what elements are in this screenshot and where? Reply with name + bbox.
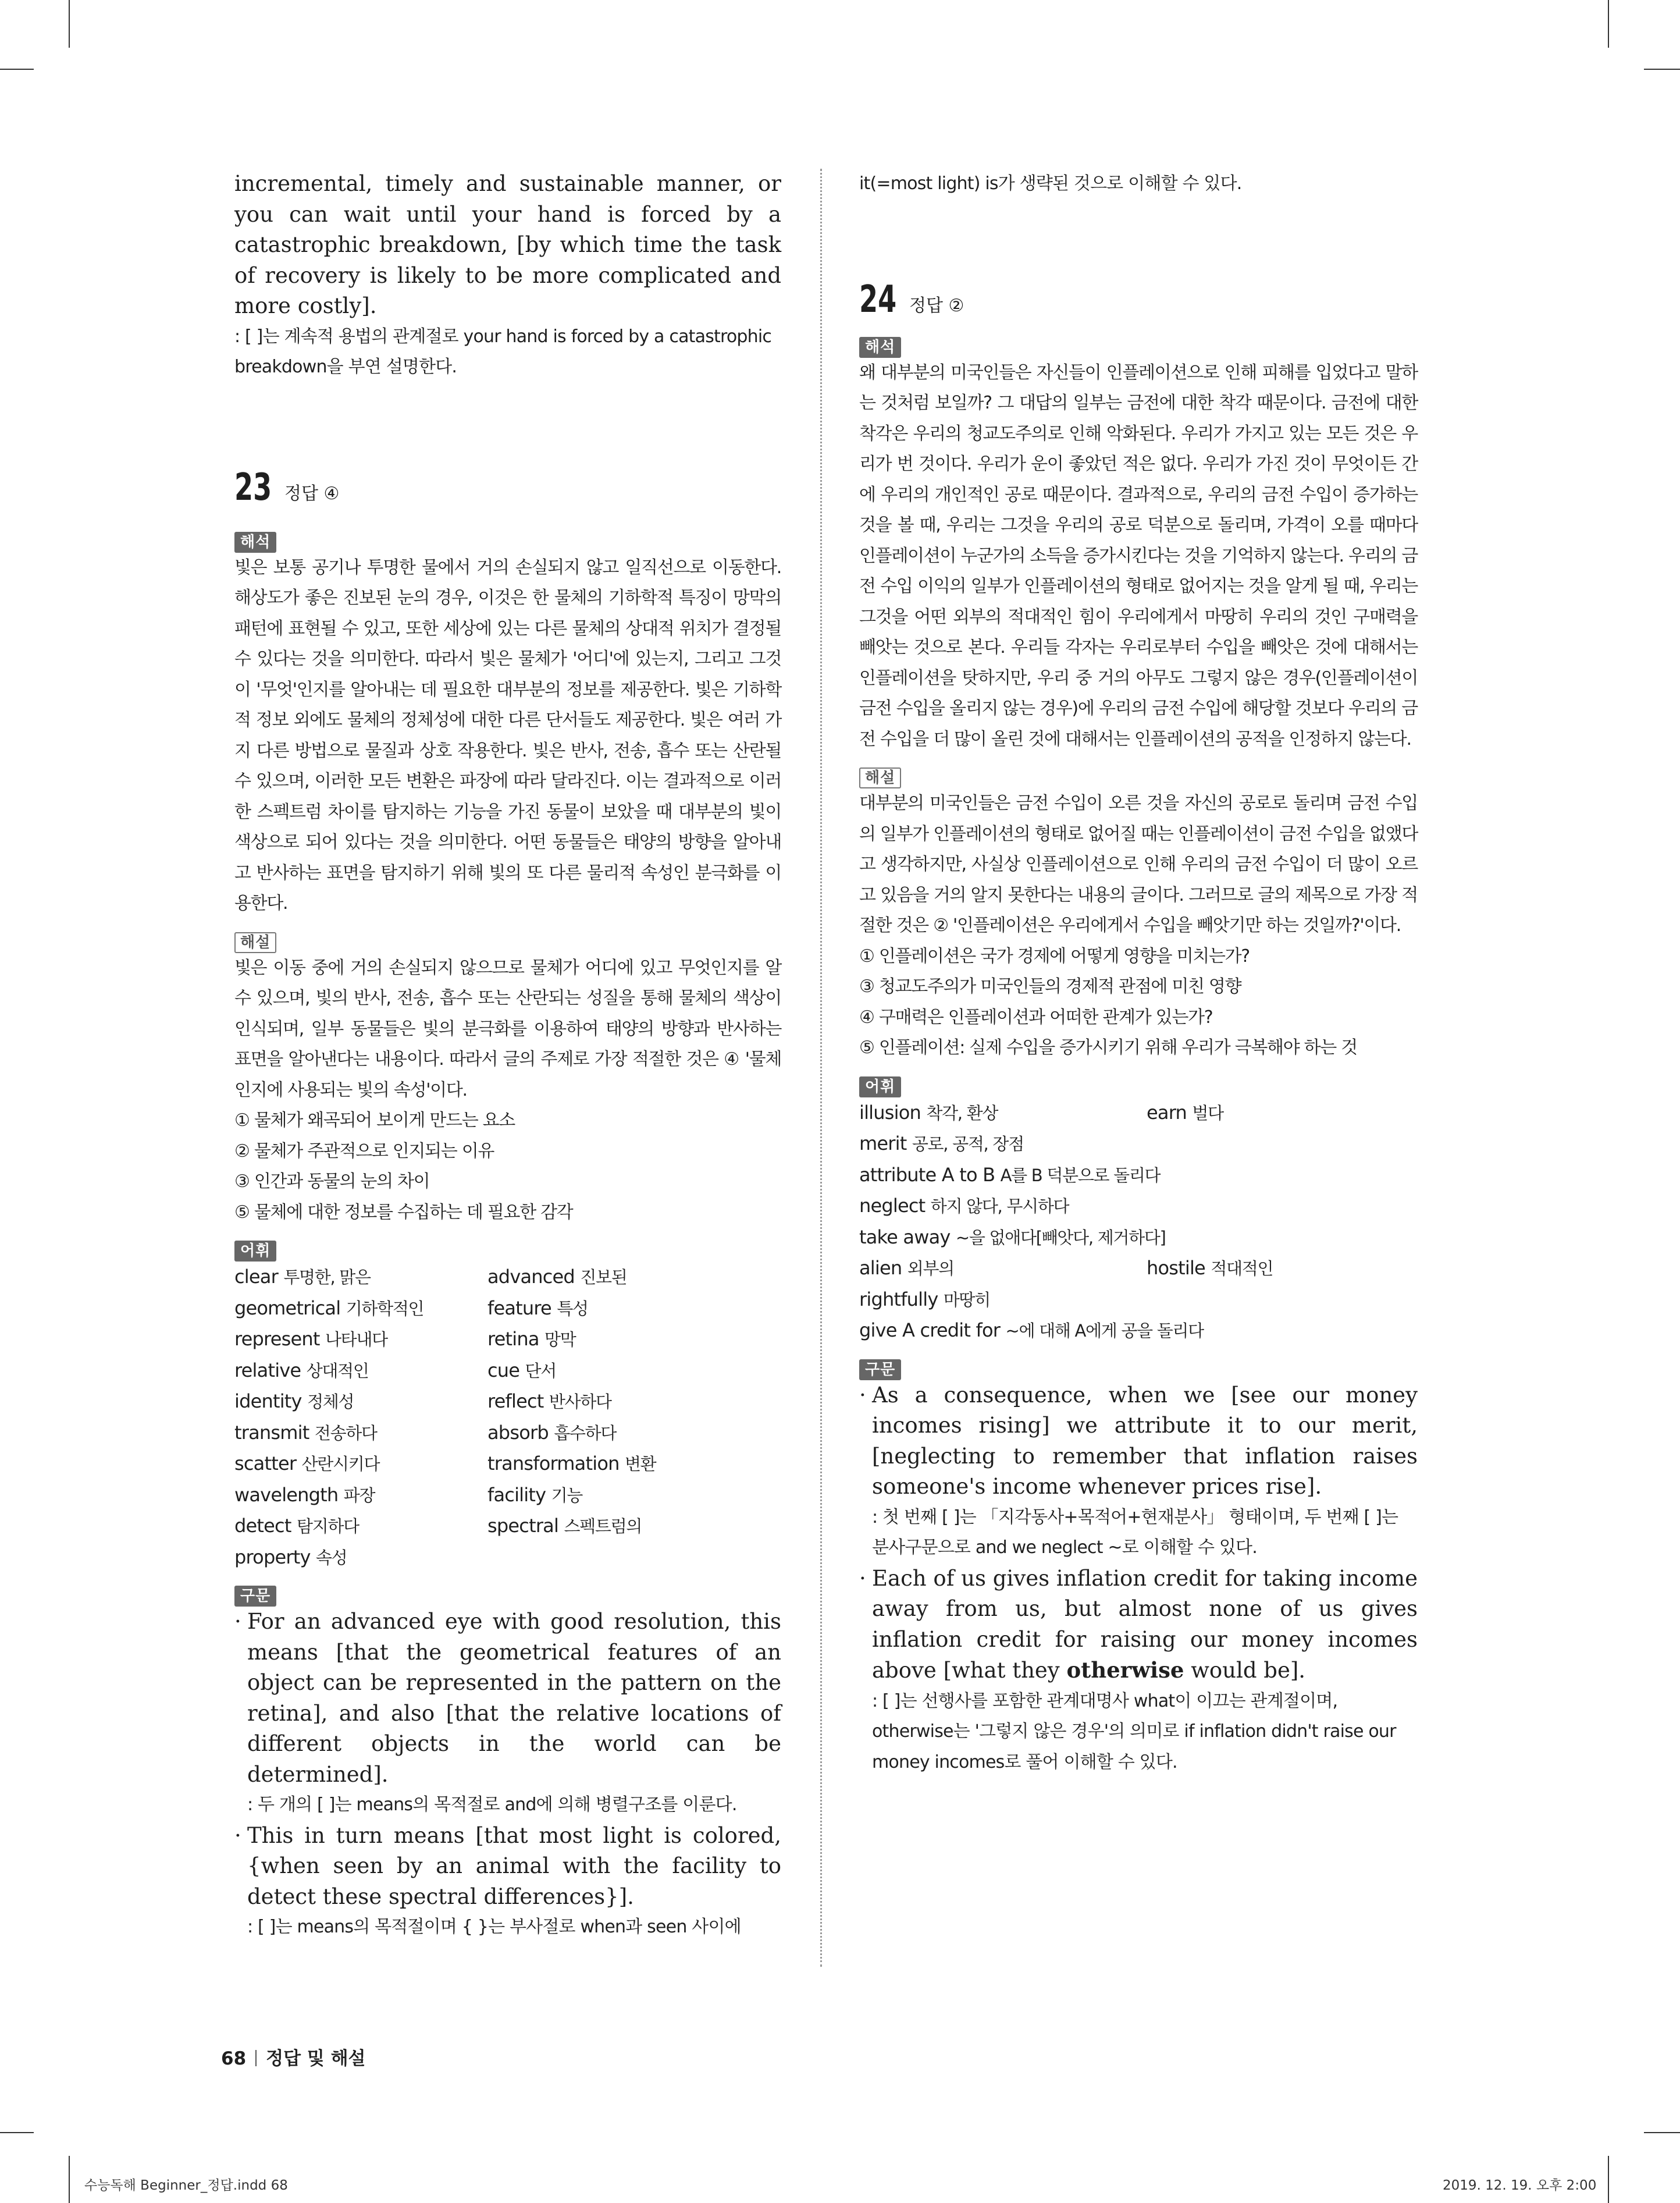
syntax-item	[859, 1564, 1418, 1778]
vocab-item: represent 나타내다	[234, 1328, 387, 1350]
vocab-item: give A credit for ~에 대해 A에게 공을 돌리다	[859, 1319, 1204, 1341]
explanation-text: 대부분의 미국인들은 금전 수입이 오른 것을 자신의 공로로 돌리며 금전 수입의 일부가 인플레이션의 형태로 없어질 때는 인플레이션이 금전 수입을 없앴다고 생각하지만, 사실상 인플레이션으로 인해 우리의 금전 수입이 더 많이 오르고 있음을 거의 알지 못한다는 내용의 글이다. 그러므로 글의 제목으로 가장 적절한 것은 ② '인플레이션은 우리에게서 수입을 빼앗기만 하는 것일까?'이다.	[859, 793, 1418, 936]
print-slug-file: 수능독해 Beginner_정답.indd 68	[84, 2178, 288, 2193]
vocab-item: spectral 스펙트럼의	[487, 1515, 642, 1537]
option-item: ① 인플레이션은 국가 경제에 어떻게 영향을 미치는가?	[859, 946, 1250, 967]
vocab-item: wavelength 파장	[234, 1483, 375, 1506]
question-24-header	[859, 278, 1418, 321]
syntax-english: As a consequence, when we [see our money incomes rising] we attribute it to our merit, [neglecting to remember that inflation raises someone's income whenever prices rise].	[872, 1382, 1418, 1499]
option-item: ⑤ 물체에 대한 정보를 수집하는 데 필요한 감각	[234, 1202, 573, 1223]
syntax-note: : [ ]는 선행사를 포함한 관계대명사 what이 이끄는 관계절이며, otherwise는 '그렇지 않은 경우'의 의미로 if inflation didn't raise our money incomes로 풀어 이해할 수 있다.	[872, 1690, 1396, 1772]
crop-mark-top-left-v	[69, 0, 70, 48]
syntax-english: Each of us gives inflation credit for taking income away from us, but almost none of us gives inflation credit for raising our money incomes above [what they otherwise would be].	[872, 1565, 1418, 1683]
crop-mark-top-right-h	[1644, 69, 1680, 70]
explanation-text: 빛은 이동 중에 거의 손실되지 않으므로 물체가 어디에 있고 무엇인지를 알 수 있으며, 빛의 반사, 전송, 흡수 또는 산란되는 성질을 통해 물체의 색상이 인식되며, 일부 동물들은 빛의 분극화를 이용하여 태양의 방향과 반사하는 표면을 알아낸다는 내용이다. 따라서 글의 주제로 가장 적절한 것은 ④ '물체 인지에 사용되는 빛의 속성'이다.	[234, 957, 781, 1100]
crop-mark-bottom-left-v	[69, 2156, 70, 2203]
vocab-item: take away ~을 없애다[빼앗다, 제거하다]	[859, 1225, 1166, 1248]
left-column	[234, 169, 781, 1943]
option-item: ④ 구매력은 인플레이션과 어떠한 관계가 있는가?	[859, 1007, 1213, 1028]
vocab-item: detect 탐지하다	[234, 1515, 359, 1537]
syntax-english: For an advanced eye with good resolution, this means [that the geometrical features of an object can be represented in the pattern on the retina], and also [that the relative locations of different objects in the world can be determined].	[247, 1609, 781, 1787]
bullet-dot: ·	[234, 1822, 241, 1848]
syntax-note: : [ ]는 means의 목적절이며 { }는 부사절로 when과 seen 사이에	[247, 1917, 741, 1937]
vocab-item: feature 특성	[487, 1296, 588, 1319]
vocab-item: property 속성	[234, 1545, 347, 1568]
vocab-item: cue 단서	[487, 1359, 556, 1381]
crop-mark-top-right-v	[1608, 0, 1609, 48]
print-slug-date: 2019. 12. 19. 오후 2:00	[1443, 2178, 1597, 2193]
vocab-item: advanced 진보된	[487, 1266, 627, 1288]
vocab-item: merit 공로, 공적, 장점	[859, 1132, 1024, 1154]
explanation-badge: 해설	[859, 768, 901, 788]
syntax-english: This in turn means [that most light is colored, {when seen by an animal with the facility to detect these spectral differences}].	[247, 1822, 781, 1909]
intro-note: : [ ]는 계속적 용법의 관계절로 your hand is forced by a catastrophic breakdown을 부연 설명한다.	[234, 326, 772, 377]
intro-note: it(=most light) is가 생략된 것으로 이해할 수 있다.	[859, 173, 1242, 194]
bullet-dot: ·	[859, 1565, 866, 1591]
page-number: 68	[221, 2048, 247, 2069]
vocab-item: absorb 흡수하다	[487, 1421, 617, 1444]
question-23-header	[234, 466, 781, 509]
translation-text: 빛은 보통 공기나 투명한 물에서 거의 손실되지 않고 일직선으로 이동한다. 해상도가 좋은 진보된 눈의 경우, 이것은 한 물체의 기하학적 특징이 망막의 패턴에 표현될 수 있고, 또한 세상에 있는 다른 물체의 상대적 위치가 결정될 수 있다는 것을 의미한다. 따라서 빛은 물체가 '어디'에 있는지, 그리고 그것이 '무엇'인지를 알아내는 데 필요한 대부분의 정보를 제공한다. 빛은 기하학적 정보 외에도 물체의 정체성에 대한 다른 단서들도 제공한다. 빛은 여러 가지 다른 방법으로 물질과 상호 작용한다. 빛은 반사, 전송, 흡수 또는 산란될 수 있으며, 이러한 모든 변환은 파장에 따라 달라진다. 이는 결과적으로 이러한 스펙트럼 차이를 탐지하는 기능을 가진 동물이 보았을 때 대부분의 빛이 색상으로 되어 있다는 것을 의미한다. 어떤 동물들은 태양의 방향을 알아내고 반사하는 표면을 탐지하기 위해 빛의 또 다른 물리적 속성인 분극화를 이용한다.	[234, 557, 781, 914]
bullet-dot: ·	[859, 1382, 866, 1408]
bullet-dot: ·	[234, 1609, 241, 1634]
vocab-item: reflect 반사하다	[487, 1390, 611, 1412]
crop-mark-bottom-right-h	[1644, 2132, 1680, 2133]
vocab-item: neglect 하지 않다, 무시하다	[859, 1195, 1069, 1217]
intro-english: incremental, timely and sustainable manner, or you can wait until your hand is forced by a catastrophic breakdown, [by which time the task of recovery is likely to be more complicated and more costly].	[234, 171, 781, 318]
footer-separator	[255, 2050, 257, 2066]
vocab-list	[234, 1262, 781, 1573]
crop-mark-bottom-right-v	[1608, 2156, 1609, 2203]
syntax-badge: 구문	[859, 1359, 901, 1380]
vocab-item: identity 정체성	[234, 1390, 354, 1412]
emphasis-word: otherwise	[1066, 1657, 1184, 1683]
question-number: 24	[859, 278, 897, 321]
syntax-item	[234, 1607, 781, 1821]
vocab-item: hostile 적대적인	[1147, 1257, 1273, 1279]
right-column	[859, 169, 1418, 1778]
syntax-item	[234, 1821, 781, 1943]
explanation-badge: 해설	[234, 932, 276, 953]
vocab-item: rightfully 마땅히	[859, 1288, 990, 1310]
vocab-item: facility 기능	[487, 1483, 583, 1506]
column-divider	[820, 169, 822, 1967]
syntax-note: : 두 개의 [ ]는 means의 목적절로 and에 의해 병렬구조를 이룬다.	[247, 1795, 737, 1815]
vocab-item: transmit 전송하다	[234, 1421, 377, 1444]
option-item: ③ 청교도주의가 미국인들의 경제적 관점에 미친 영향	[859, 976, 1241, 997]
option-item: ⑤ 인플레이션: 실제 수입을 증가시키기 위해 우리가 극복해야 하는 것	[859, 1037, 1357, 1058]
vocab-badge: 어휘	[859, 1076, 901, 1097]
syntax-item	[859, 1380, 1418, 1564]
section-title: 정답 및 해설	[266, 2048, 366, 2069]
vocab-item: geometrical 기하학적인	[234, 1296, 424, 1319]
vocab-item: relative 상대적인	[234, 1359, 369, 1381]
option-item: ① 물체가 왜곡되어 보이게 만드는 요소	[234, 1110, 515, 1131]
answer-label: 정답 ②	[909, 295, 964, 316]
syntax-note: : 첫 번째 [ ]는 「지각동사+목적어+현재분사」 형태이며, 두 번째 [ ]는 분사구문으로 and we neglect ~로 이해할 수 있다.	[872, 1506, 1398, 1558]
translation-text: 왜 대부분의 미국인들은 자신들이 인플레이션으로 인해 피해를 입었다고 말하는 것처럼 보일까? 그 대답의 일부는 금전에 대한 착각 때문이다. 금전에 대한 착각은 우리의 청교도주의로 인해 악화된다. 우리가 가지고 있는 모든 것은 우리가 번 것이다. 우리가 운이 좋았던 적은 없다. 우리가 가진 것이 무엇이든 간에 우리의 개인적인 공로 때문이다. 결과적으로, 우리의 금전 수입이 증가하는 것을 볼 때, 우리는 그것을 우리의 공로 덕분으로 돌리며, 가격이 오를 때마다 인플레이션이 누군가의 소득을 증가시킨다는 것을 기억하지 않는다. 우리의 금전 수입 이익의 일부가 인플레이션의 형태로 없어지는 것을 알게 될 때, 우리는 그것을 어떤 외부의 적대적인 힘이 우리에게서 마땅히 우리의 것인 구매력을 빼앗는 것으로 본다. 우리들 각자는 우리로부터 수입을 빼앗은 것에 대해서는 인플레이션을 탓하지만, 우리 중 거의 아무도 그렇지 않은 경우(인플레이션이 금전 수입을 올리지 않는 경우)에 우리의 금전 수입에 해당할 것보다 우리의 금전 수입을 더 많이 올린 것에 대해서는 인플레이션의 공적을 인정하지 않는다.	[859, 362, 1418, 749]
crop-mark-top-left-h	[0, 69, 34, 70]
option-item: ② 물체가 주관적으로 인지되는 이유	[234, 1140, 494, 1161]
vocab-list	[859, 1097, 1418, 1346]
translation-badge: 해석	[859, 337, 901, 358]
vocab-item: scatter 산란시키다	[234, 1452, 380, 1474]
vocab-item: earn 벌다	[1147, 1101, 1223, 1124]
vocab-item: alien 외부의	[859, 1257, 954, 1279]
crop-mark-bottom-left-h	[0, 2132, 34, 2133]
syntax-badge: 구문	[234, 1586, 276, 1607]
question-number: 23	[234, 466, 272, 509]
translation-badge: 해석	[234, 532, 276, 553]
vocab-item: clear 투명한, 맑은	[234, 1266, 371, 1288]
page-footer	[221, 2047, 365, 2070]
vocab-badge: 어휘	[234, 1241, 276, 1262]
vocab-item: transformation 변환	[487, 1452, 656, 1474]
vocab-item: retina 망막	[487, 1328, 576, 1350]
answer-label: 정답 ④	[284, 483, 340, 504]
vocab-item: illusion 착각, 환상	[859, 1101, 998, 1124]
option-item: ③ 인간과 동물의 눈의 차이	[234, 1171, 430, 1192]
vocab-item: attribute A to B A를 B 덕분으로 돌리다	[859, 1163, 1161, 1186]
